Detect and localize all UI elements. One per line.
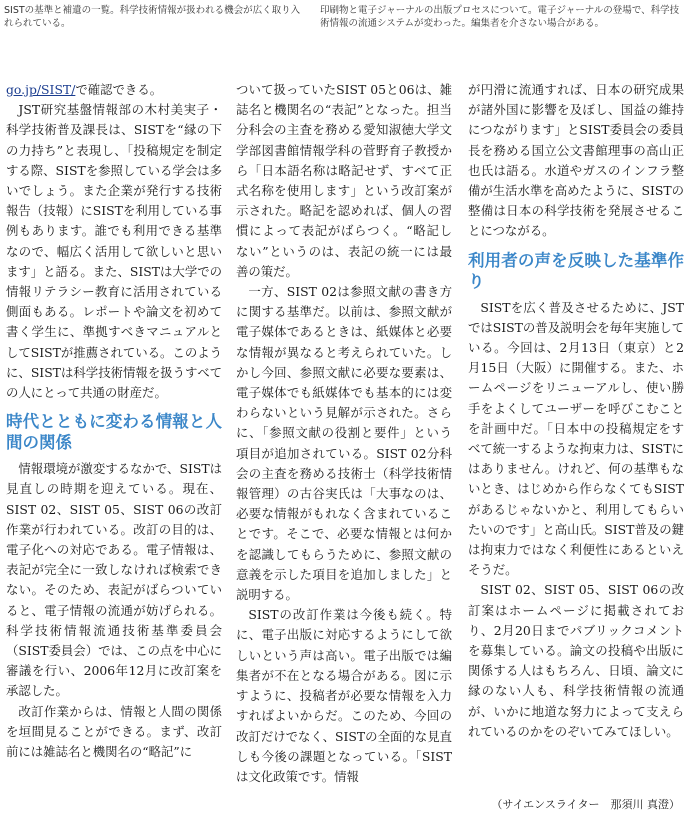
paragraph: SISTの改訂作業は今後も続く。特に、電子出版に対応するようにして欲しいという声は高い。電子出版では編集者が不在となる場合がある。図に示すように、投稿者が必要な情報を入力すればよいからだ。このため、今回の改訂だけでなく、SISTの全面的な見直しも今後の課題となっている。「SISTは文化政策です。情報	[236, 607, 452, 784]
article-column-2	[236, 80, 452, 787]
caption-publishing-process: 印刷物と電子ジャーナルの出版プロセスについて。電子ジャーナルの登場で、科学技術情報の流通システムが変わった。編集者を介さない場合がある。	[320, 5, 680, 29]
sist-url-link[interactable]: go.jp/SIST/	[6, 82, 76, 97]
article-column-3	[468, 80, 684, 742]
figure-captions	[0, 0, 686, 42]
author-credit: （サイエンスライター 那須川 真澄）	[491, 798, 680, 811]
paragraph: SISTを広く普及させるために、JSTではSISTの普及説明会を毎年実施している。今回は、2月13日（東京）と2月15日（大阪）に開催する。また、ホームページをリニューアルし、使い勝手をよくしてユーザーを呼びこむことを計画中だ。「日本中の投稿規定をすべて統一するような拘束力は、SISTにはありません。けれど、何の基準もないとき、はじめから作らなくてもSISTがあるじゃないかと、利用してもらいたいのです」と高山氏。SIST普及の鍵は拘束力ではなく利便性にあるといえそうだ。	[468, 299, 684, 578]
paragraph: ついて扱っていたSIST 05と06は、雑誌名と機関名の“表記”となった。担当分科会の主査を務める愛知淑徳大学文学部図書館情報学科の菅野育子教授から「日本語名称は略記せず、すべて正式名称を使用します」という改訂案が示された。略記を認めれば、個人の習慣によって表記がばらつく。“略記しない”というのは、表記の統一には最善の策だ。	[236, 82, 452, 279]
paragraph: が円滑に流通すれば、日本の研究成果が諸外国に影響を及ぼし、国益の維持につながります」とSIST委員会の委員長を務める国立公文書館理事の高山正也氏は語る。水道やガスのインフラ整備が生活水準を高めたように、SISTの整備は日本の科学技術を発展させることにつながる。	[468, 82, 684, 239]
section-heading: 時代とともに変わる情報と人間の関係	[6, 412, 222, 453]
paragraph: 改訂作業からは、情報と人間の関係を垣間見ることができる。まず、改訂前には雑誌名と機関名の“略記”に	[6, 703, 222, 760]
paragraph-text: で確認できる。	[75, 82, 163, 97]
section-heading: 利用者の声を反映した基準作り	[468, 250, 684, 291]
paragraph: 情報環境が激変するなかで、SISTは見直しの時期を迎えている。現在、SIST 02、SIST 05、SIST 06の改訂作業が行われている。改訂の目的は、電子化への対応である。電子情報は、表記が完全に一致しなければ検索できない。そのため、表記がばらついていると、電子情報の流通が妨げられる。科学技術情報流通技術基準委員会（SIST委員会）では、この点を中心に審議を行い、2006年12月に改訂案を承認した。	[6, 461, 222, 699]
paragraph: 一方、SIST 02は参照文献の書き方に関する基準だ。以前は、参照文献が電子媒体であるときは、紙媒体と必要な情報が異なると考えられていた。しかし今回、参照文献に必要な要素は、電子媒体でも紙媒体でも基本的には変わらないという見解が示された。さらに、「参照文献の役割と要件」という項目が追加されている。SIST 02分科会の主査を務める技術士（科学技術情報管理）の古谷実氏は「大事なのは、必要な情報がもれなく含まれていることです。そこで、必要な情報とは何かを認識してもらうために、参照文献の意義を示した項目を追加しました」と説明する。	[236, 284, 452, 603]
paragraph: SIST 02、SIST 05、SIST 06の改訂案はホームページに掲載されており、2月20日までパブリックコメントを募集している。論文の投稿や出版に関係する人はもちろん、日頃、論文に縁のない人も、科学技術情報の流通が、いかに地道な努力によって支えられているのかをのぞいてみてほしい。	[468, 582, 684, 739]
caption-sist-list: SISTの基準と補遺の一覧。科学技術情報が扱われる機会が広く取り入れられている。	[4, 5, 301, 29]
paragraph: JST研究基盤情報部の木村美実子・科学技術普及課長は、SISTを“縁の下の力持ち”と表現し、「投稿規定を制定する際、SISTを参照している学会は多いでしょう。また企業が発行する技術報告（技報）にSISTを利用している事例もあります。誰でも利用できる基準なので、幅広く活用して欲しいと思います」と語る。また、SISTは大学での情報リテラシー教育に活用されている側面もある。レポートや論文を初めて書く学生に、準拠すべきマニュアルとしてSISTが推薦されている。このように、SISTは科学技術情報を扱うすべての人にとって共通の財産だ。	[6, 102, 222, 401]
paragraph	[6, 80, 222, 100]
article-column-1	[6, 80, 222, 762]
